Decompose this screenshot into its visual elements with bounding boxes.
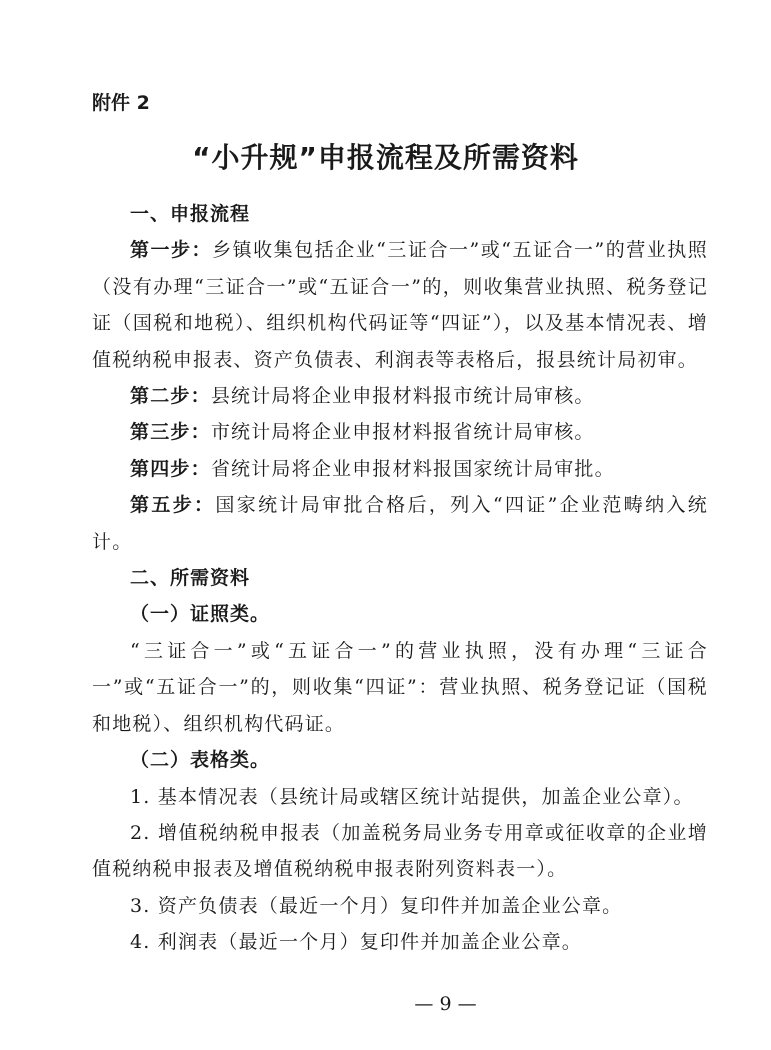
step-text: 县统计局将企业申报材料报市统计局审核。 [210,385,595,408]
step-5 [92,487,708,560]
step-text: 国家统计局审批合格后，列入“四证”企业范畴纳入统计。 [92,494,708,553]
step-label: 第五步： [130,494,216,517]
step-label: 第二步： [130,385,211,408]
form-item-4: 4. 利润表（最近一个月）复印件并加盖企业公章。 [130,931,582,954]
step-4 [92,451,708,487]
step-label: 第四步： [130,457,211,480]
licenses-text: “三证合一”或“五证合一”的营业执照，没有办理“三证合一”或“五证合一”的，则收集“四证”：营业执照、税务登记证（国税和地税）、组织机构代码证。 [92,639,708,735]
step-2 [92,378,708,414]
document-body [92,196,708,961]
step-text: 省统计局将企业申报材料报国家统计局审批。 [210,457,615,480]
form-item-2: 2. 增值税纳税申报表（加盖税务局业务专用章或征收章的企业增值税纳税申报表及增值税纳税申报表附列资料表一）。 [92,821,708,881]
section-heading-materials: 二、所需资料 [130,567,251,590]
step-text: 乡镇收集包括企业“三证合一”或“五证合一”的营业执照（没有办理“三证合一”或“五证合一”的，则收集营业执照、税务登记证（国税和地税）、组织机构代码证等“四证”），以及基本情况表、增值税纳税申报表、资产负债表、利润表等表格后，报县统计局初审。 [92,239,708,371]
step-label: 第一步： [130,239,213,262]
subsection-heading-forms: （二）表格类。 [130,749,271,772]
step-3 [92,414,708,450]
step-text: 市统计局将企业申报材料报省统计局审核。 [210,421,595,444]
section-heading-process: 一、申报流程 [130,203,251,225]
form-item-1: 1. 基本情况表（县统计局或辖区统计站提供，加盖企业公章）。 [130,785,694,808]
step-label: 第三步： [130,421,211,444]
step-1 [92,232,708,378]
page-number: — 9 — [414,993,477,1015]
attachment-label: 附件 2 [92,92,150,114]
page-title: “小升规”申报流程及所需资料 [192,141,579,174]
form-item-3: 3. 资产负债表（最近一个月）复印件并加盖企业公章。 [130,894,623,917]
subsection-heading-licenses: （一）证照类。 [130,603,271,626]
